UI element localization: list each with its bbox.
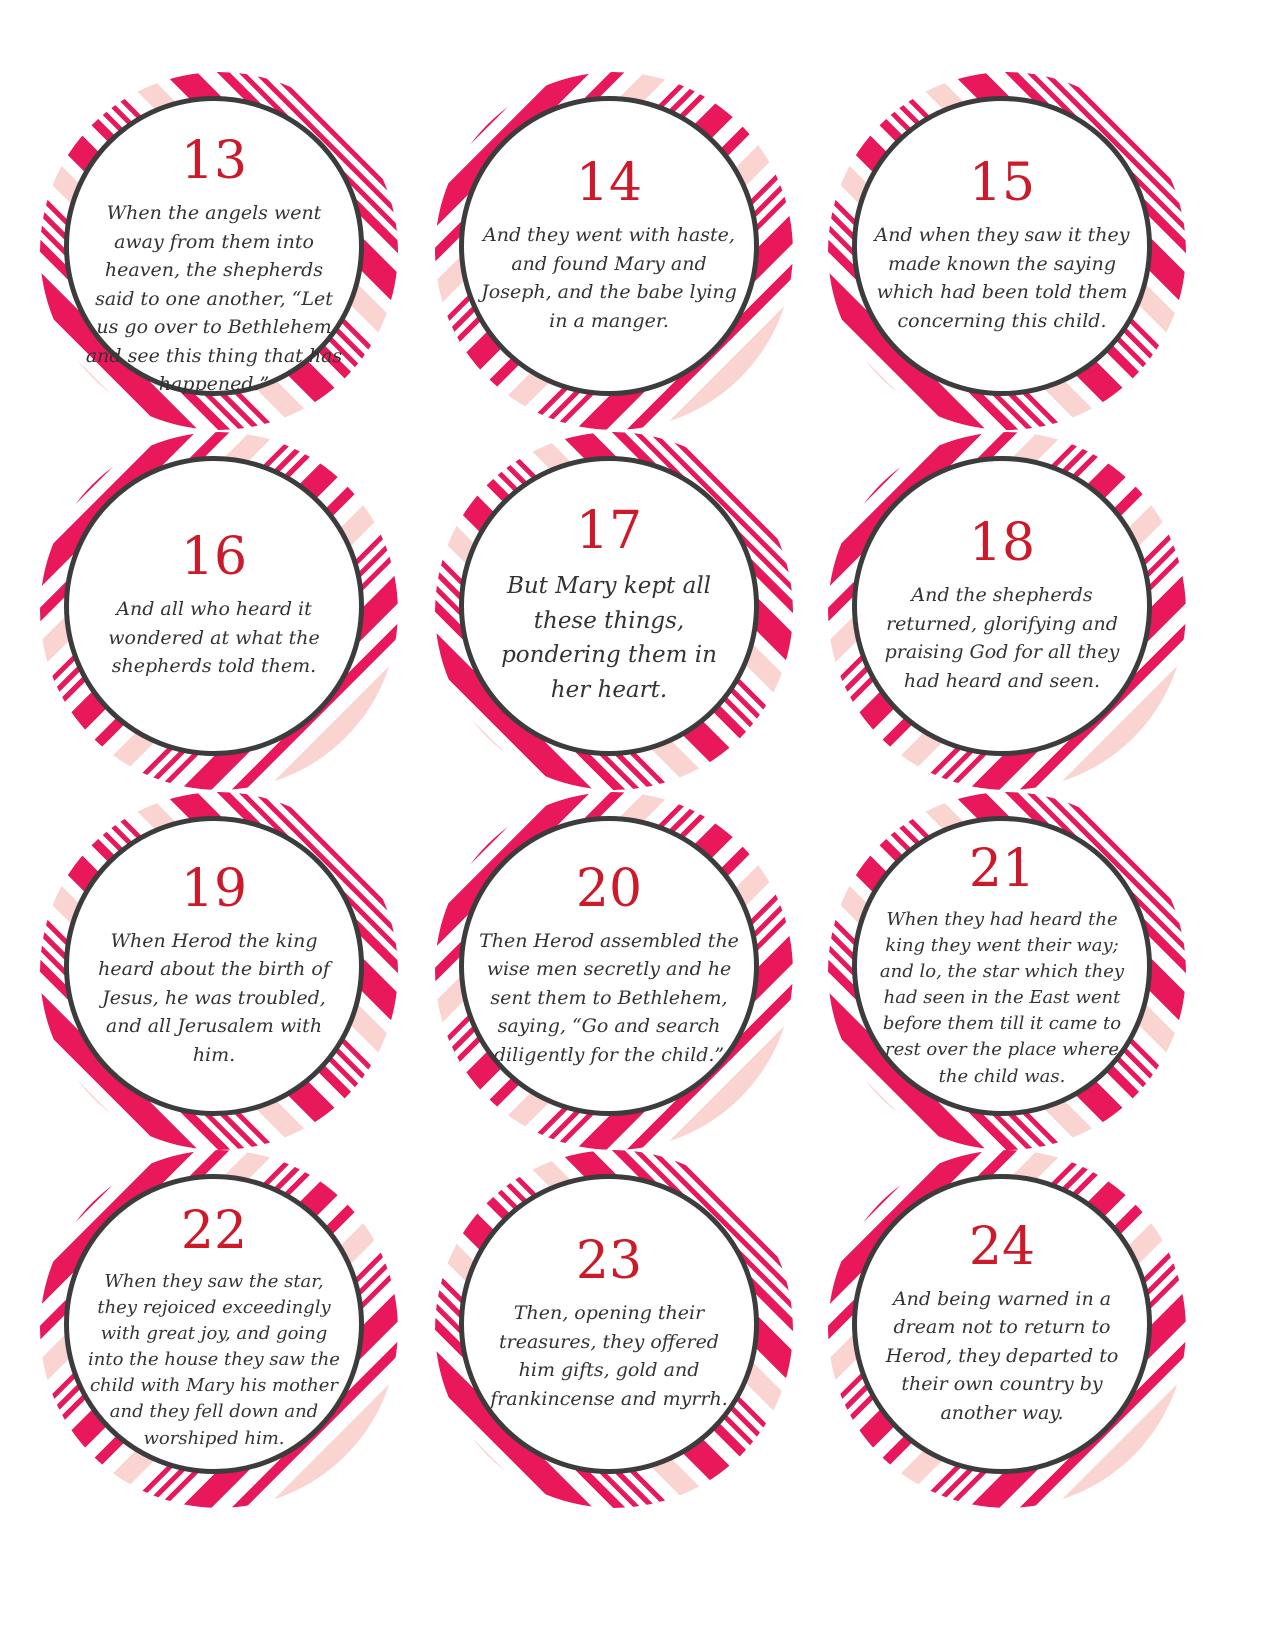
- tag-number: 17: [575, 501, 643, 561]
- advent-tag-13: [40, 72, 398, 430]
- tag-verse: And they went with haste, and found Mary and Joseph, and the babe lying in a manger.: [481, 224, 737, 332]
- tag-center: [64, 816, 364, 1116]
- tag-verse: Then, opening their treasures, they offered him gifts, gold and frankincense and myrrh.: [490, 1302, 728, 1410]
- tag-verse: And the shepherds returned, glorifying and praising God for all they had heard and seen.: [884, 584, 1120, 692]
- tag-verse: Then Herod assembled the wise men secretly and he sent them to Bethlehem, saying, “Go and search diligently for the child.”: [479, 929, 739, 1066]
- advent-tag-18: [828, 432, 1186, 790]
- advent-tag-23: [435, 1150, 793, 1508]
- tag-verse: But Mary kept all these things, pondering them in her heart.: [501, 573, 717, 703]
- tag-verse: When Herod the king heard about the birth of Jesus, he was troubled, and all Jerusalem with him.: [98, 929, 330, 1066]
- tag-center: [64, 456, 364, 756]
- advent-tag-16: [40, 432, 398, 790]
- tag-center: [852, 96, 1152, 396]
- tag-number: 24: [968, 1216, 1036, 1277]
- tag-number: 20: [575, 858, 643, 919]
- tag-number: 23: [575, 1231, 643, 1291]
- tag-center: [852, 1174, 1152, 1474]
- advent-tag-15: [828, 72, 1186, 430]
- tag-verse: And all who heard it wondered at what the shepherds told them.: [108, 598, 320, 678]
- tag-number: 21: [968, 839, 1036, 899]
- tag-number: 14: [575, 153, 643, 213]
- advent-tag-17: [435, 432, 793, 790]
- tag-center: [459, 1174, 759, 1474]
- advent-tag-20: [435, 792, 793, 1150]
- tag-verse: When the angels went away from them into heaven, the shepherds said to one another, “Let us go over to Bethlehem and see this thing that has happened.”: [85, 202, 343, 395]
- tag-center: [64, 96, 364, 396]
- advent-tag-14: [435, 72, 793, 430]
- advent-tag-19: [40, 792, 398, 1150]
- tag-center: [852, 816, 1152, 1116]
- tag-center: [459, 816, 759, 1116]
- tag-number: 15: [968, 153, 1036, 213]
- advent-tag-24: [828, 1150, 1186, 1508]
- tag-verse: When they saw the star, they rejoiced exceedingly with great joy, and going into the house they saw the child with Mary his mother and they fell down and worshiped him.: [88, 1271, 340, 1449]
- tag-number: 16: [180, 527, 248, 588]
- tag-verse: When they had heard the king they went their way; and lo, the star which they had seen in the East went before them till it came to rest over the place where the child was.: [879, 909, 1125, 1087]
- advent-tag-22: [40, 1150, 398, 1508]
- advent-tag-21: [828, 792, 1186, 1150]
- tag-verse: And being warned in a dream not to return to Herod, they departed to their own country by another way.: [885, 1287, 1119, 1424]
- tag-verse: And when they saw it they made known the saying which had been told them concerning this child.: [874, 224, 1130, 332]
- tag-center: [459, 96, 759, 396]
- tag-center: [459, 456, 759, 756]
- tag-center: [64, 1174, 364, 1474]
- tag-center: [852, 456, 1152, 756]
- tag-number: 22: [180, 1201, 248, 1261]
- tag-number: 19: [180, 858, 248, 919]
- tag-number: 13: [180, 131, 248, 191]
- tag-number: 18: [968, 513, 1036, 573]
